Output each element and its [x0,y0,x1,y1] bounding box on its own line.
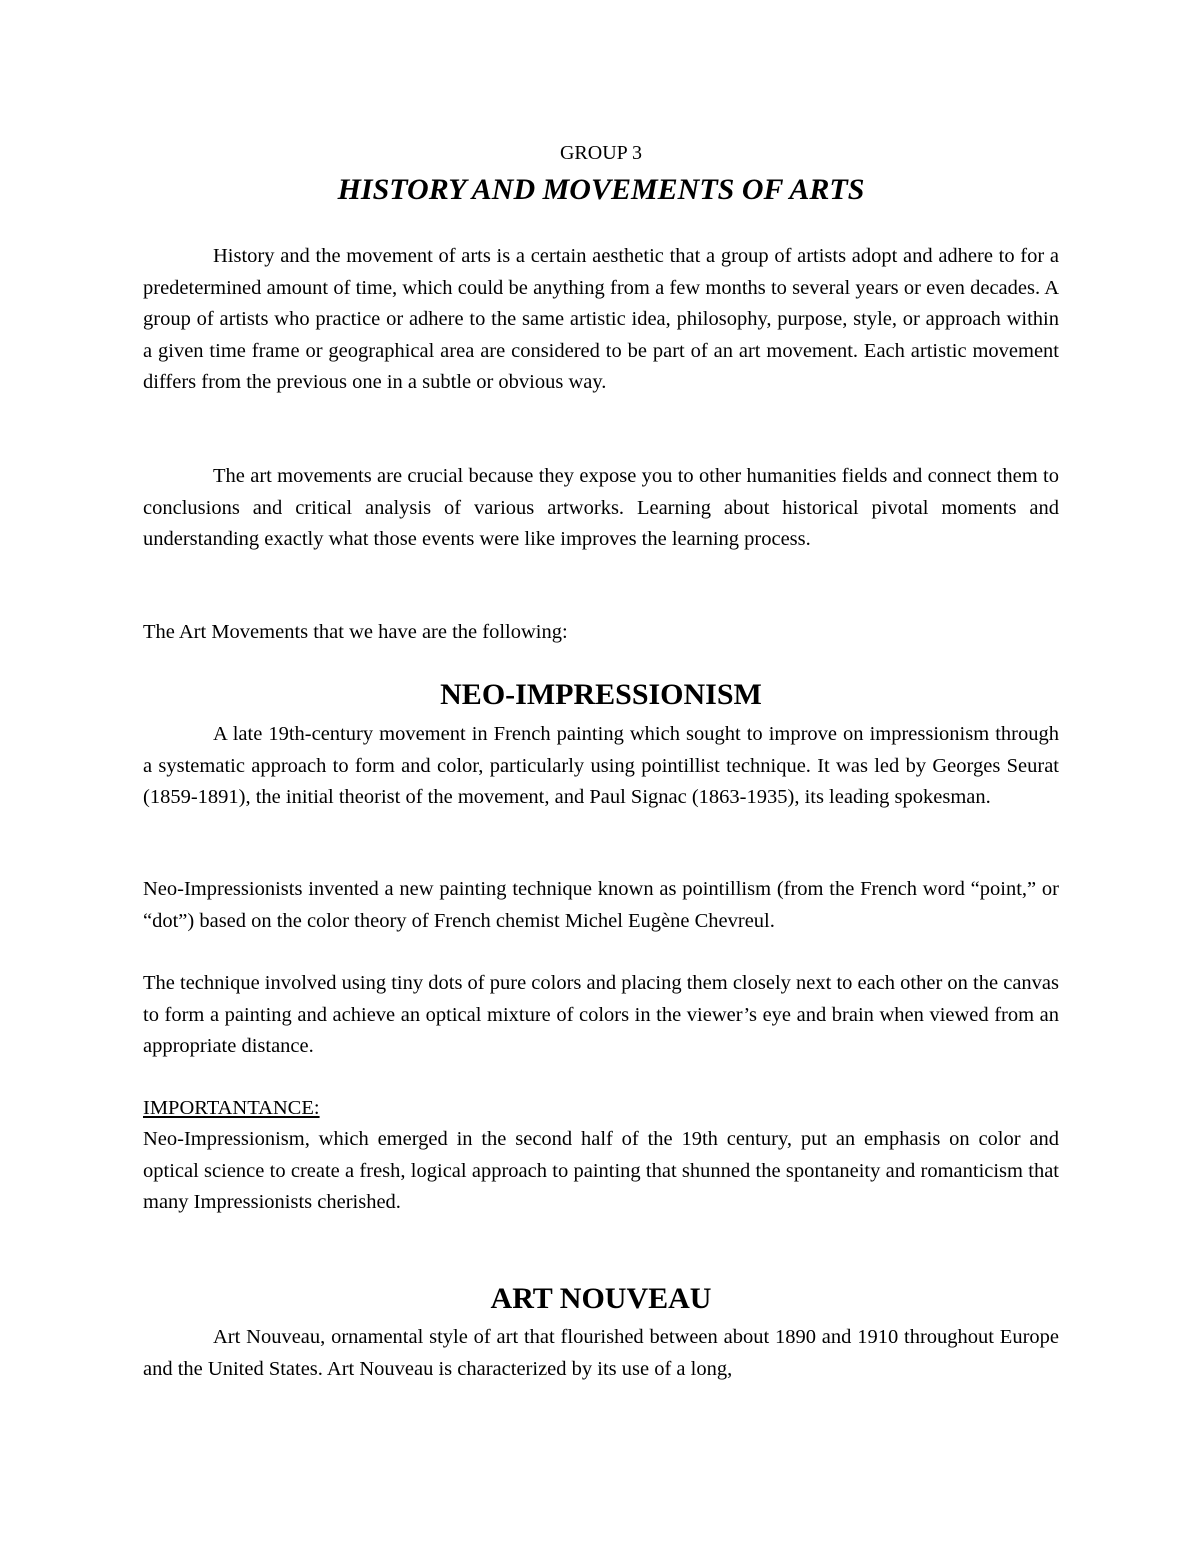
heading-neo-impressionism: NEO-IMPRESSIONISM [440,678,762,711]
importance-label: IMPORTANTANCE: [143,1097,320,1119]
neo-paragraph-1: A late 19th-century movement in French painting which sought to improve on impressionism through a systematic approach to form and color, particularly using pointillist technique. It was led by Georges Seurat (1859-1891), the initial theorist of the movement, and Paul Signac (1863-1935), its leading spokesman. [143,723,1059,808]
neo-paragraph-2: Neo-Impressionists invented a new painting technique known as pointillism (from the French word “point,” or “dot”) based on the color theory of French chemist Michel Eugène Chevreul. [143,878,1059,932]
importance-paragraph: Neo-Impressionism, which emerged in the second half of the 19th century, put an emphasis on color and optical science to create a fresh, logical approach to painting that shunned the spontaneity and romanticism that many Impressionists cherished. [143,1128,1059,1213]
intro-paragraph-1: History and the movement of arts is a certain aesthetic that a group of artists adopt and adhere to for a predetermined amount of time, which could be anything from a few months to several years or even decades. A group of artists who practice or adhere to the same artistic idea, philosophy, purpose, style, or approach within a given time frame or geographical area are considered to be part of an art movement. Each artistic movement differs from the previous one in a subtle or obvious way. [143,245,1059,393]
intro-paragraph-3: The Art Movements that we have are the following: [143,621,568,643]
document-title: HISTORY AND MOVEMENTS OF ARTS [337,173,865,206]
heading-art-nouveau: ART NOUVEAU [490,1282,712,1315]
nouveau-paragraph-1: Art Nouveau, ornamental style of art that flourished between about 1890 and 1910 throughout Europe and the United States. Art Nouveau is characterized by its use of a long, [143,1326,1059,1380]
group-label: GROUP 3 [559,142,643,164]
neo-paragraph-3: The technique involved using tiny dots of pure colors and placing them closely next to each other on the canvas to form a painting and achieve an optical mixture of colors in the viewer’s eye and brain when viewed from an appropriate distance. [143,972,1059,1057]
intro-paragraph-2: The art movements are crucial because they expose you to other humanities fields and connect them to conclusions and critical analysis of various artworks. Learning about historical pivotal moments and understanding exactly what those events were like improves the learning process. [143,465,1059,550]
